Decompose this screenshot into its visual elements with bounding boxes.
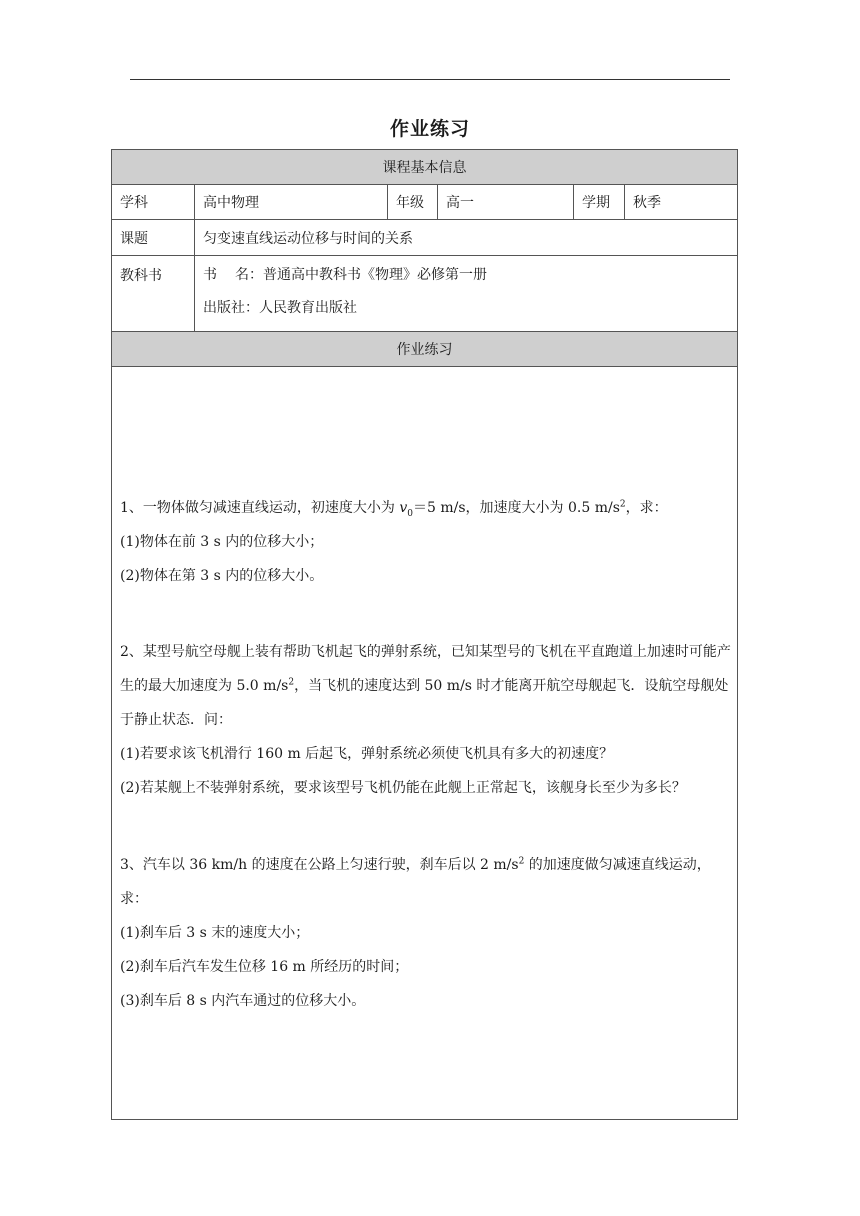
question-1-part-1: (1)物体在前 3 s 内的位移大小；	[120, 534, 324, 550]
exercises-row	[112, 367, 738, 1120]
question-3-text-a: 3、汽车以 36 km/h 的速度在公路上匀速行驶，刹车后以 2 m/s	[120, 857, 519, 873]
exercises-content	[112, 367, 738, 1120]
topic-value: 匀变速直线运动位移与时间的关系	[195, 220, 738, 256]
question-2-stem	[120, 635, 737, 737]
exercises-header-row	[112, 332, 738, 367]
exercises-header: 作业练习	[112, 332, 738, 367]
question-1	[120, 491, 737, 593]
subject-label: 学科	[112, 185, 195, 220]
textbook-details	[195, 256, 738, 332]
book-name-label: 书	[203, 267, 217, 283]
publisher-value: 人民教育出版社	[259, 300, 357, 316]
question-1-variable-sub: 0	[407, 508, 414, 519]
book-name-label-2: 名：	[235, 267, 263, 283]
question-2	[120, 635, 737, 805]
course-info-header: 课程基本信息	[112, 150, 738, 185]
topic-row	[112, 220, 738, 256]
question-1-sup: 2	[619, 499, 626, 510]
header-rule	[130, 79, 730, 80]
question-2-sup: 2	[288, 677, 295, 688]
question-1-part-2: (2)物体在第 3 s 内的位移大小。	[120, 568, 324, 584]
grade-label: 年级	[388, 185, 438, 220]
textbook-label: 教科书	[112, 256, 195, 332]
book-name-line	[203, 265, 737, 285]
subject-value: 高中物理	[195, 185, 388, 220]
question-3-part-3: (3)刹车后 8 s 内汽车通过的位移大小。	[120, 993, 366, 1009]
question-1-stem	[120, 491, 737, 525]
question-2-part-1: (1)若要求该飞机滑行 160 m 后起飞，弹射系统必须使飞机具有多大的初速度？	[120, 746, 614, 762]
book-name-value: 普通高中教科书《物理》必修第一册	[263, 267, 487, 283]
question-3-part-2: (2)刹车后汽车发生位移 16 m 所经历的时间；	[120, 959, 409, 975]
document-title: 作业练习	[389, 118, 470, 140]
question-3-sup: 2	[518, 856, 525, 867]
question-3-text-b: 的加速度做匀减速直线运动，求：	[120, 857, 711, 907]
question-3	[120, 848, 737, 1018]
question-1-text-a: 1、一物体做匀减速直线运动，初速度大小为	[120, 500, 400, 516]
question-2-text-a: 2、某型号航空母舰上装有帮助飞机起飞的弹射系统，已知某型号的飞机在平直跑道上加速时可能产生的最大加速度为 5.0 m/s	[120, 644, 731, 694]
grade-value: 高一	[438, 185, 574, 220]
question-2-part-2: (2)若某舰上不装弹射系统，要求该型号飞机仍能在此舰上正常起飞，该舰身长至少为多长？	[120, 780, 686, 796]
term-label: 学期	[574, 185, 625, 220]
publisher-label: 出版社：	[203, 300, 259, 316]
question-1-text-c: ，求：	[625, 500, 668, 516]
textbook-row	[112, 256, 738, 332]
course-info-header-row	[112, 150, 738, 185]
course-table	[111, 149, 738, 1120]
subject-row	[112, 185, 738, 220]
question-1-variable: v	[399, 500, 408, 516]
topic-label: 课题	[112, 220, 195, 256]
publisher-line	[203, 298, 737, 318]
question-3-part-1: (1)刹车后 3 s 末的速度大小；	[120, 925, 310, 941]
question-3-stem	[120, 848, 737, 916]
question-1-text-b: ＝5 m/s，加速度大小为 0.5 m/s	[413, 500, 620, 516]
term-value: 秋季	[625, 185, 738, 220]
question-2-text-b: ，当飞机的速度达到 50 m/s 时才能离开航空母舰起飞．设航空母舰处于静止状态．问：	[120, 678, 729, 728]
